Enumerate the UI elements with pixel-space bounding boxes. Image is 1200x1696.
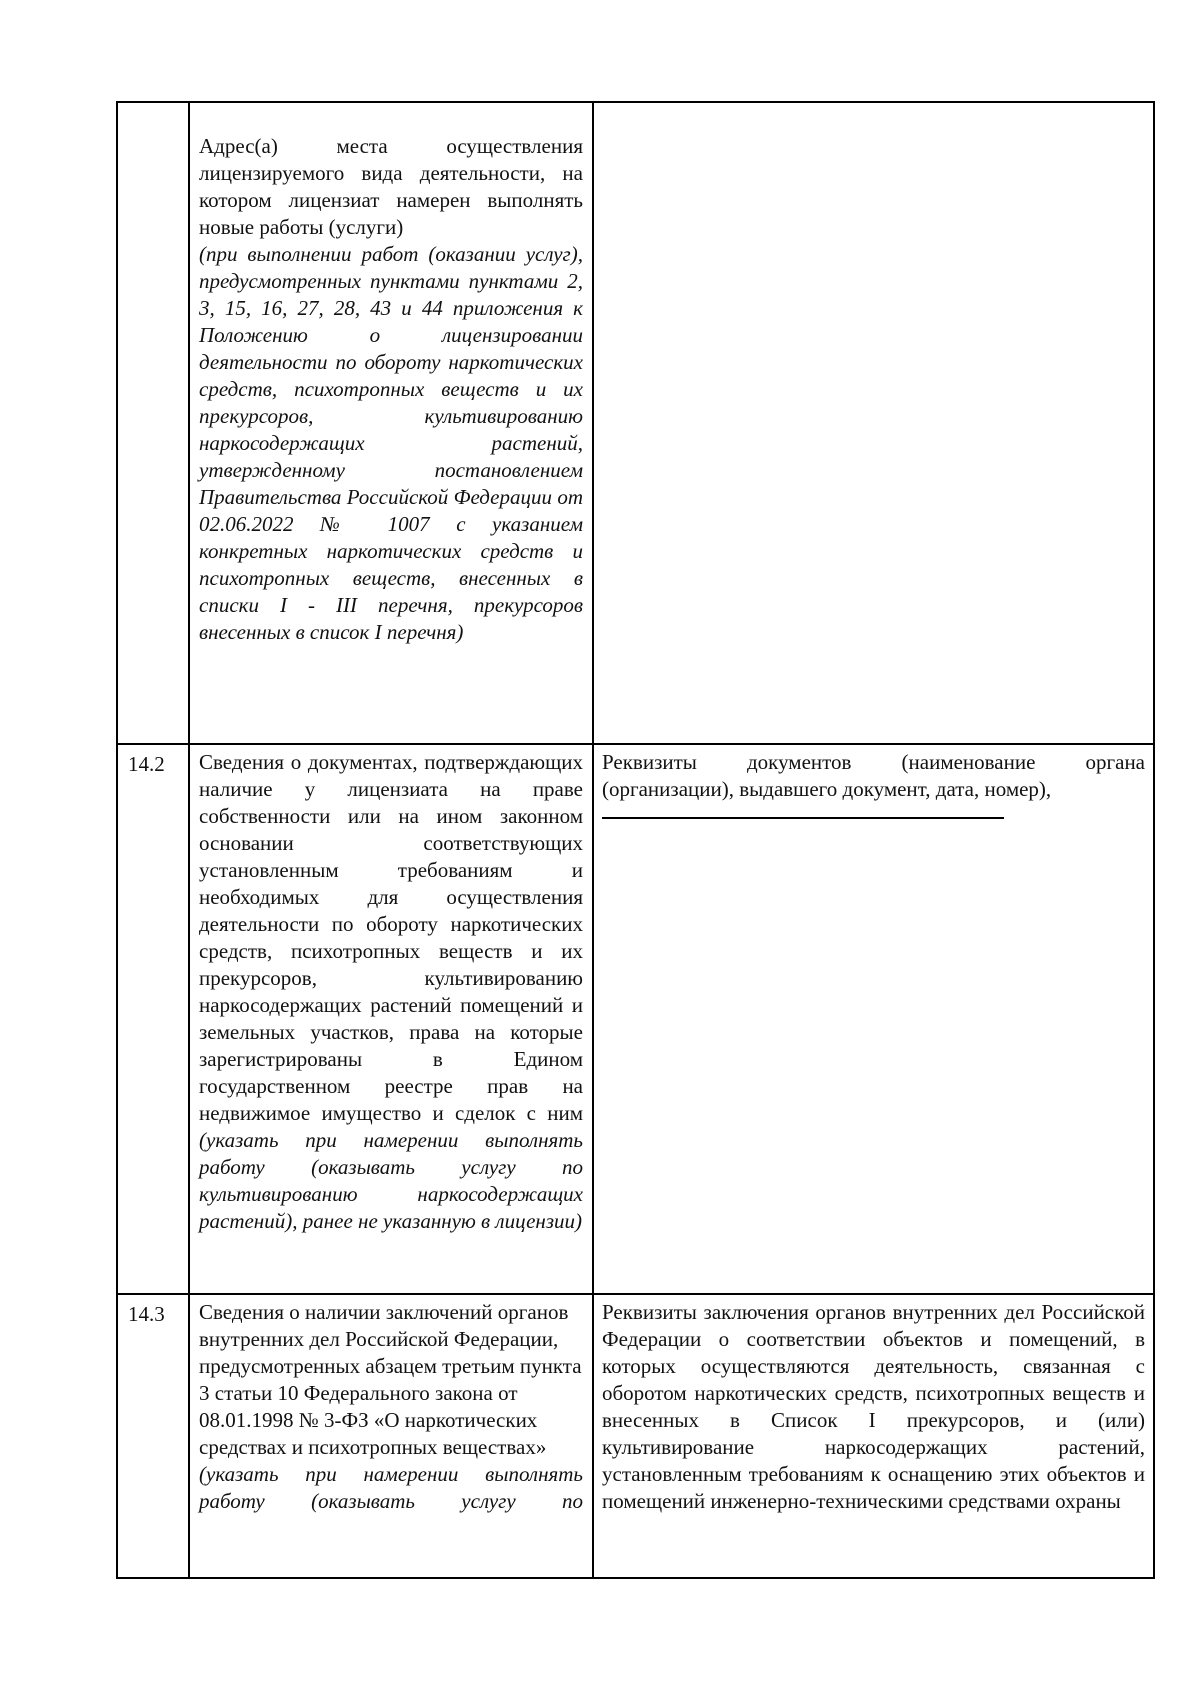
- row-value: [594, 745, 1153, 819]
- description-note: (указать при намерении выполнять работу (оказывать услугу по культивированию наркосодержащих растений), ранее не указанную в лицензии): [199, 1128, 583, 1233]
- row-number-cell: [117, 1294, 189, 1578]
- description-text: Сведения о документах, подтверждающих наличие у лицензиата на праве собственности или на ином законном основании соответствующих установленным требованиям и необходимых для осуществления деятельности по обороту наркотических средств, психотропных веществ и их прекурсоров, культивированию наркосодержащих растений помещений и земельных участков, права на которые зарегистрированы в Едином государственном реестре прав на недвижимое имущество и сделок с ним: [199, 750, 583, 1125]
- description-note: (указать при намерении выполнять работу (оказывать услугу по: [199, 1462, 583, 1513]
- fill-in-line[interactable]: [602, 817, 1004, 819]
- row-number-cell: [117, 102, 189, 744]
- table-row: [117, 1294, 1154, 1578]
- row-value: Реквизиты заключения органов внутренних дел Российской Федерации о соответствии объектов и помещений, в которых осуществляются деятельность, связанная с оборотом наркотических средств, психотропных веществ и внесенных в Список I прекурсоров, и (или) культивирование наркосодержащих растений, установленным требованиям к оснащению этих объектов и помещений инженерно-техническими средствами охраны: [602, 1300, 1145, 1513]
- row-description-cell: [189, 1294, 593, 1578]
- row-number-cell: [117, 744, 189, 1294]
- row-description: [190, 1295, 592, 1515]
- row-number: 14.2: [128, 752, 165, 776]
- row-value-cell[interactable]: [593, 1294, 1154, 1578]
- table-row: [117, 744, 1154, 1294]
- description-text: Сведения о наличии заключений органов внутренних дел Российской Федерации, предусмотренных абзацем третьим пункта 3 статьи 10 Федерального закона от 08.01.1998 № 3-ФЗ «О наркотических средствах и психотропных веществах»: [199, 1300, 582, 1459]
- table-row: [117, 102, 1154, 744]
- row-description-cell: [189, 102, 593, 744]
- description-note: (при выполнении работ (оказании услуг), предусмотренных пунктами пунктами 2, 3, 15, 16, 27, 28, 43 и 44 приложения к Положению о лицензировании деятельности по обороту наркотических средств, психотропных веществ и их прекурсоров, культивированию наркосодержащих растений, утвержденному постановлением Правительства Российской Федерации от 02.06.2022 № 1007 с указанием конкретных наркотических средств и психотропных веществ, внесенных в списки I - III перечня, прекурсоров внесенных в список I перечня): [199, 242, 583, 644]
- row-description: [190, 103, 592, 646]
- row-description: [190, 745, 592, 1235]
- application-form-table: [116, 101, 1155, 1579]
- row-value-cell[interactable]: [593, 744, 1154, 1294]
- row-value-cell[interactable]: [593, 102, 1154, 744]
- description-text: Адрес(а) места осуществления лицензируемого вида деятельности, на котором лицензиат намерен выполнять новые работы (услуги): [199, 134, 583, 239]
- row-number: 14.3: [128, 1302, 165, 1326]
- row-description-cell: [189, 744, 593, 1294]
- value-text: Реквизиты документов (наименование органа (организации), выдавшего документ, дата, номер),: [602, 750, 1145, 801]
- row-number: [118, 103, 188, 109]
